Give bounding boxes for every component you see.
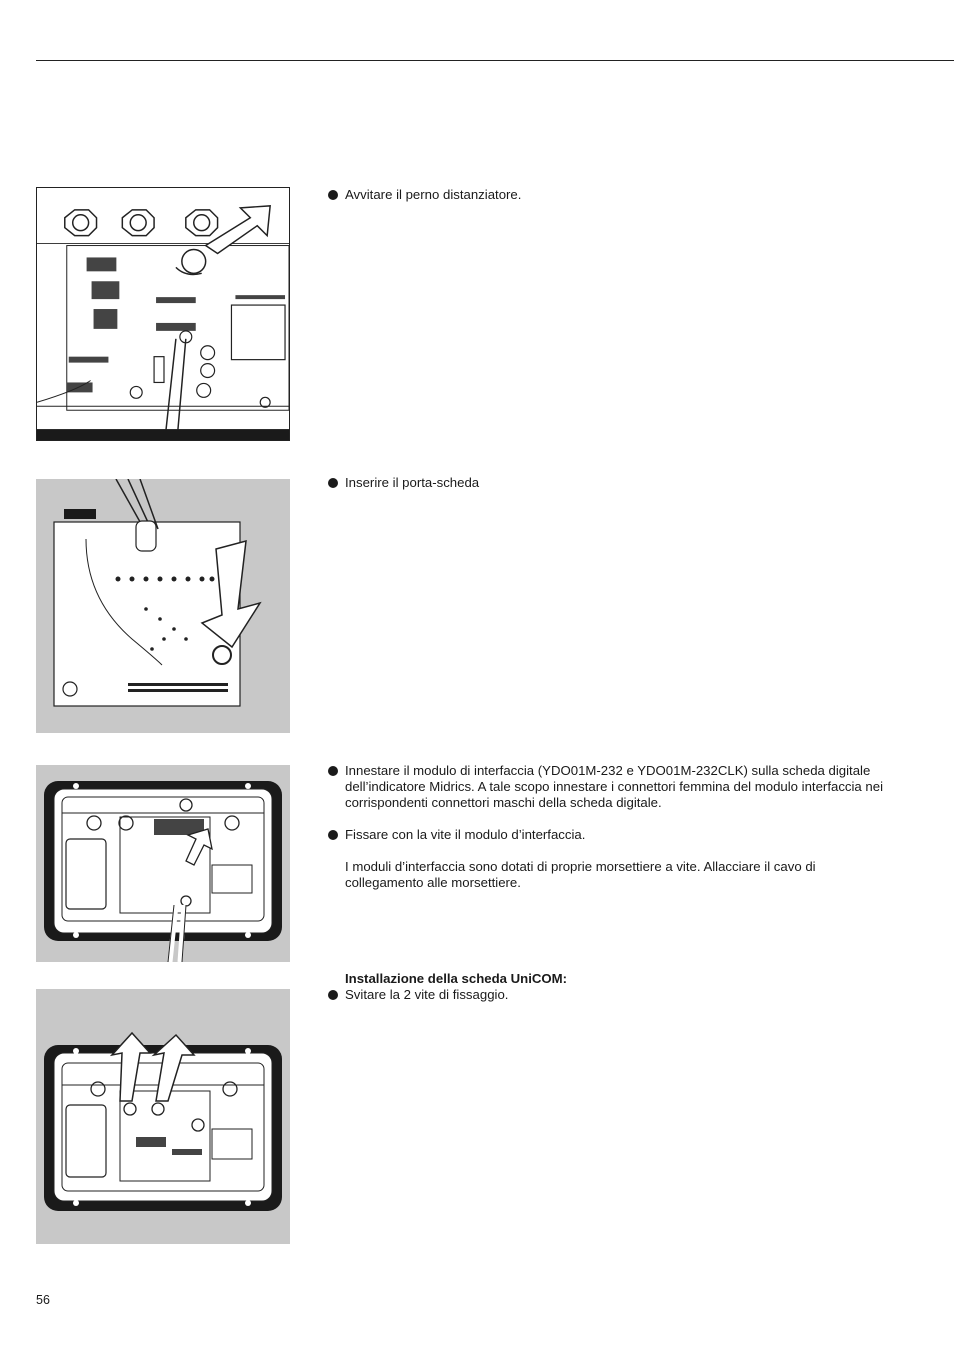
bullet-item	[328, 187, 888, 203]
step-2-text: Inserire il porta-scheda	[345, 475, 480, 490]
step-3-text: Innestare il modulo di interfaccia (YDO01M-232 e YDO01M-232CLK) sulla scheda digitale dell’indicatore Midrics. A tale scopo innestare i connettori femmina del modulo interfaccia nei corrispondenti connettori maschi della scheda digitale.	[345, 763, 884, 810]
figure-interface-module	[36, 765, 290, 962]
bullet-item	[328, 827, 888, 843]
bullet-item	[328, 763, 888, 811]
step-3-text-2: Fissare con la vite il modulo d’interfaccia.	[345, 827, 586, 842]
figure-screw-spacer	[36, 187, 290, 441]
bullet-dot	[328, 830, 338, 840]
bullet-dot	[328, 190, 338, 200]
screw-spacer-illustration	[37, 188, 289, 440]
bullet-item	[328, 987, 888, 1003]
step-4	[328, 971, 888, 1003]
interface-module-illustration	[36, 765, 290, 962]
step-1	[328, 187, 888, 203]
section-heading: Installazione della scheda UniCOM:	[345, 971, 568, 986]
bullet-dot	[328, 990, 338, 1000]
step-3-paragraph: I moduli d’interfaccia sono dotati di proprie morsettiere a vite. Allacciare il cavo di collegamento alle morsettiere.	[345, 859, 816, 890]
step-1-text: Avvitare il perno distanziatore.	[345, 187, 522, 202]
step-2	[328, 475, 888, 491]
unicom-screws-illustration	[36, 989, 290, 1244]
step-4-text: Svitare la 2 vite di fissaggio.	[345, 987, 509, 1002]
card-holder-illustration	[36, 479, 290, 733]
top-rule	[36, 60, 954, 61]
figure-unicom-screws	[36, 989, 290, 1244]
figure-card-holder	[36, 479, 290, 733]
page-number: 56	[36, 1293, 50, 1307]
bullet-item	[328, 475, 888, 491]
bullet-dot	[328, 478, 338, 488]
bullet-dot	[328, 766, 338, 776]
step-3	[328, 763, 888, 891]
